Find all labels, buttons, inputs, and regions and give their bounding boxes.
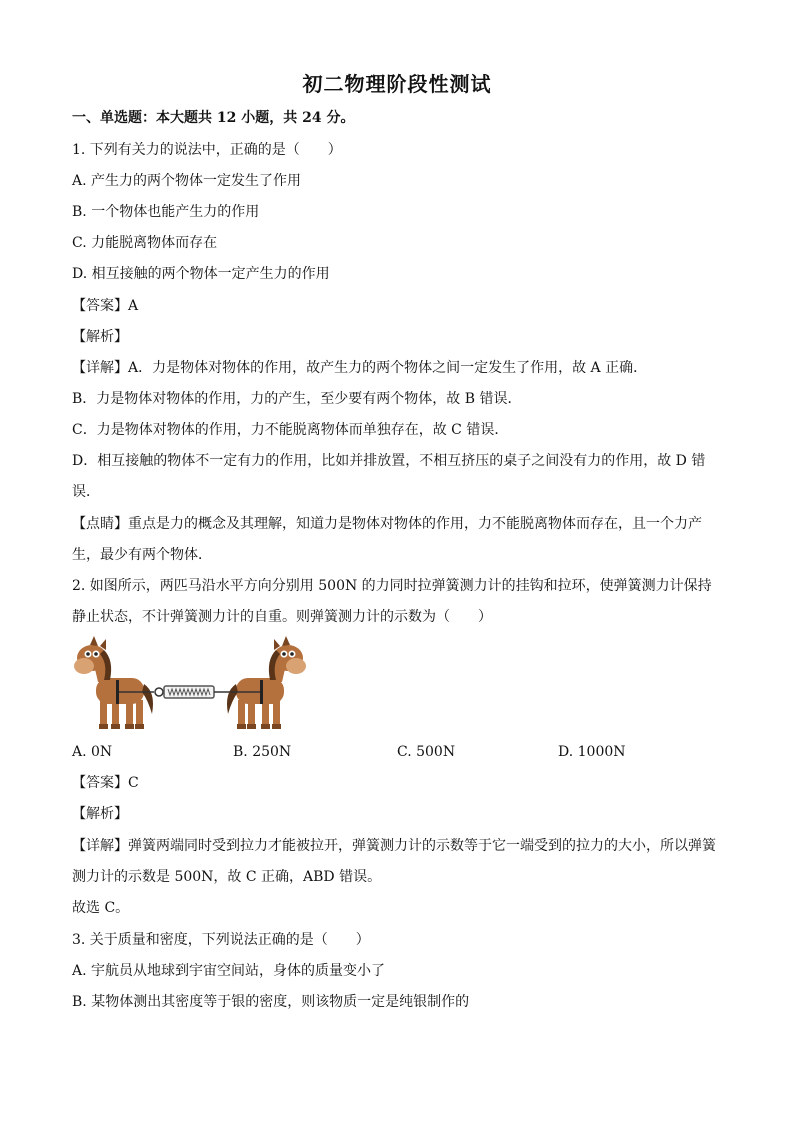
q2-option-b: B. 250N (233, 744, 292, 760)
q1-detail-c: C．力是物体对物体的作用，力不能脱离物体而单独存在，故 C 错误． (72, 422, 509, 438)
q2-option-c: C. 500N (397, 744, 456, 760)
q3-option-a: A. 宇航员从地球到宇宙空间站，身体的质量变小了 (72, 963, 386, 979)
left-horse (74, 636, 154, 729)
horses-pulling-spring-scale-figure (70, 636, 310, 732)
q2-analysis-label: 【解析】 (72, 806, 128, 822)
q1-option-b: B. 一个物体也能产生力的作用 (72, 204, 260, 220)
q3-option-b: B. 某物体测出其密度等于银的密度，则该物质一定是纯银制作的 (72, 994, 470, 1010)
q3-stem: 3. 关于质量和密度，下列说法正确的是（ ） (72, 932, 370, 948)
q1-option-a: A. 产生力的两个物体一定发生了作用 (72, 173, 302, 189)
q1-option-d: D. 相互接触的两个物体一定产生力的作用 (72, 266, 330, 282)
q1-comment: 【点睛】重点是力的概念及其理解，知道力是物体对物体的作用，力不能脱离物体而存在，且一个力产生，最少有两个物体． (72, 516, 702, 563)
q2-stem: 2. 如图所示，两匹马沿水平方向分别用 500N 的力同时拉弹簧测力计的挂钩和拉环，使弹簧测力计保持静止状态，不计弹簧测力计的自重。则弹簧测力计的示数为（ ） (72, 578, 712, 625)
q2-answer: 【答案】C (72, 775, 139, 791)
q1-detail-b: B．力是物体对物体的作用，力的产生，至少要有两个物体，故 B 错误． (72, 391, 522, 407)
q1-detail-d: D．相互接触的物体不一定有力的作用，比如并排放置，不相互挤压的桌子之间没有力的作用，故 D 错误． (72, 453, 706, 500)
q1-stem: 1. 下列有关力的说法中，正确的是（ ） (72, 142, 342, 158)
q1-analysis-label: 【解析】 (72, 329, 128, 345)
spring-scale (155, 686, 230, 698)
q1-answer: 【答案】A (72, 298, 139, 314)
q1-option-c: C. 力能脱离物体而存在 (72, 235, 218, 251)
q2-option-a: A. 0N (72, 744, 113, 760)
section-heading: 一、单选题：本大题共 12 小题，共 24 分。 (72, 110, 355, 126)
q1-detail-a: 【详解】A．力是物体对物体的作用，故产生力的两个物体之间一定发生了作用，故 A 正确． (72, 360, 648, 376)
right-horse (227, 636, 306, 729)
q2-option-d: D. 1000N (558, 744, 626, 760)
page-title: 初二物理阶段性测试 (302, 72, 492, 96)
q2-detail: 【详解】弹簧两端同时受到拉力才能被拉开，弹簧测力计的示数等于它一端受到的拉力的大小，所以弹簧测力计的示数是 500N，故 C 正确，ABD 错误。 (72, 838, 716, 885)
q2-conclusion: 故选 C。 (72, 900, 130, 916)
